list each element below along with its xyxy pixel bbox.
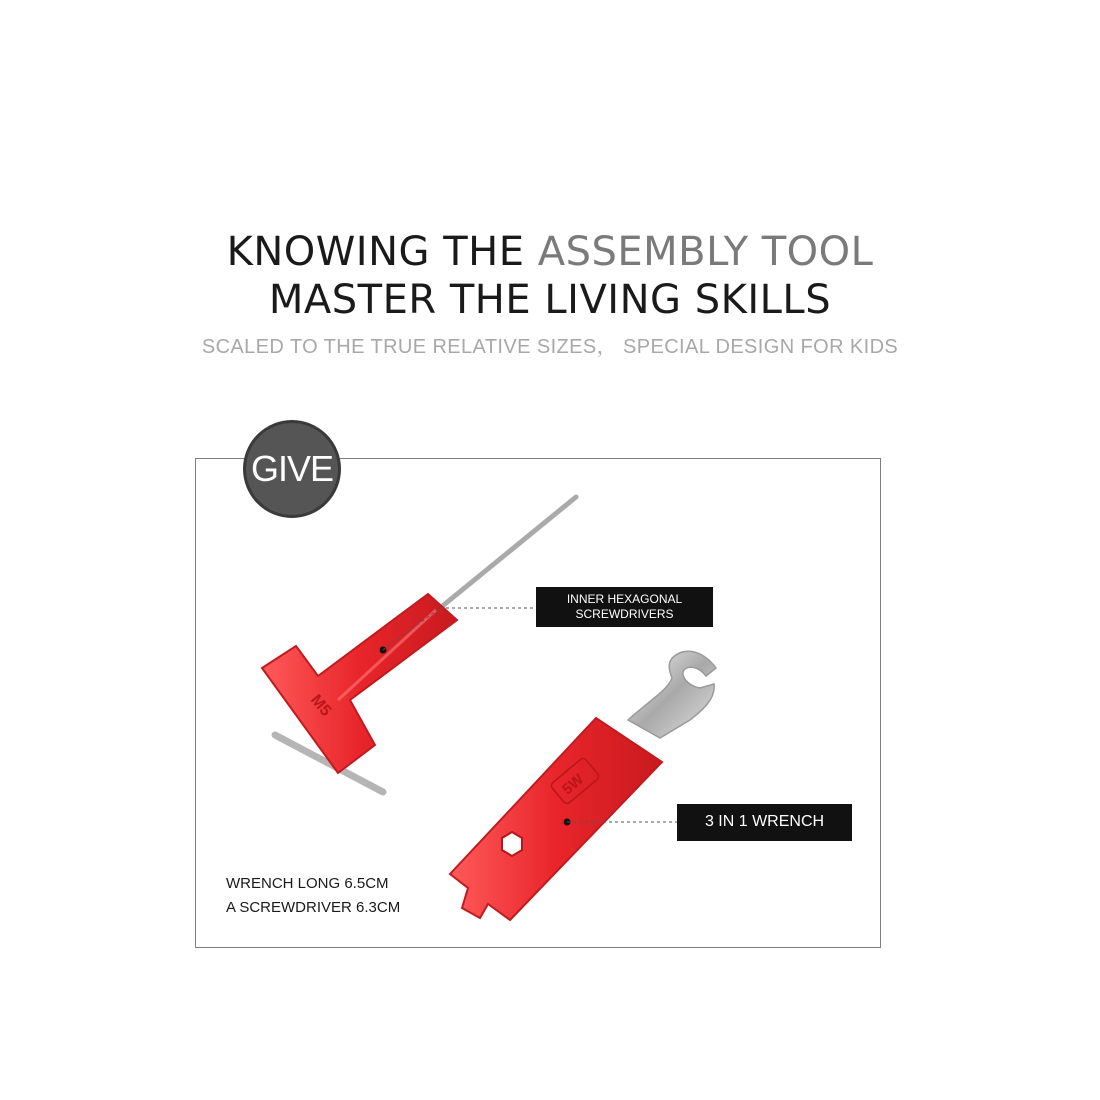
headline-grey-part: ASSEMBLY TOOL <box>537 229 874 275</box>
hex-screwdriver <box>262 497 576 792</box>
wrench-stamp: 5W <box>559 770 588 799</box>
headline-line-2: MASTER THE LIVING SKILLS <box>268 277 832 323</box>
hex-label-line-1: INNER HEXAGONAL <box>566 592 683 606</box>
wrench-hex-hole <box>502 832 522 856</box>
give-badge: GIVE <box>243 420 341 518</box>
hex-label-line-2: SCREWDRIVERS <box>575 607 674 621</box>
size-note <box>226 872 400 920</box>
wrench-label: 3 IN 1 WRENCH <box>677 804 852 841</box>
subtitle: SCALED TO THE TRUE RELATIVE SIZES， SPECIAL DESIGN FOR KIDS <box>201 336 899 358</box>
hex-screwdriver-label <box>536 587 713 627</box>
headline-dark-part: KNOWING THE <box>226 229 525 275</box>
size-note-screwdriver: A SCREWDRIVER 6.3CM <box>226 899 401 916</box>
size-note-wrench: WRENCH LONG 6.5CM <box>226 875 389 892</box>
wrench <box>450 651 716 920</box>
hex-stamp: M5 <box>306 691 335 720</box>
wrench-handle <box>450 718 662 920</box>
wrench-open-end <box>628 651 716 738</box>
